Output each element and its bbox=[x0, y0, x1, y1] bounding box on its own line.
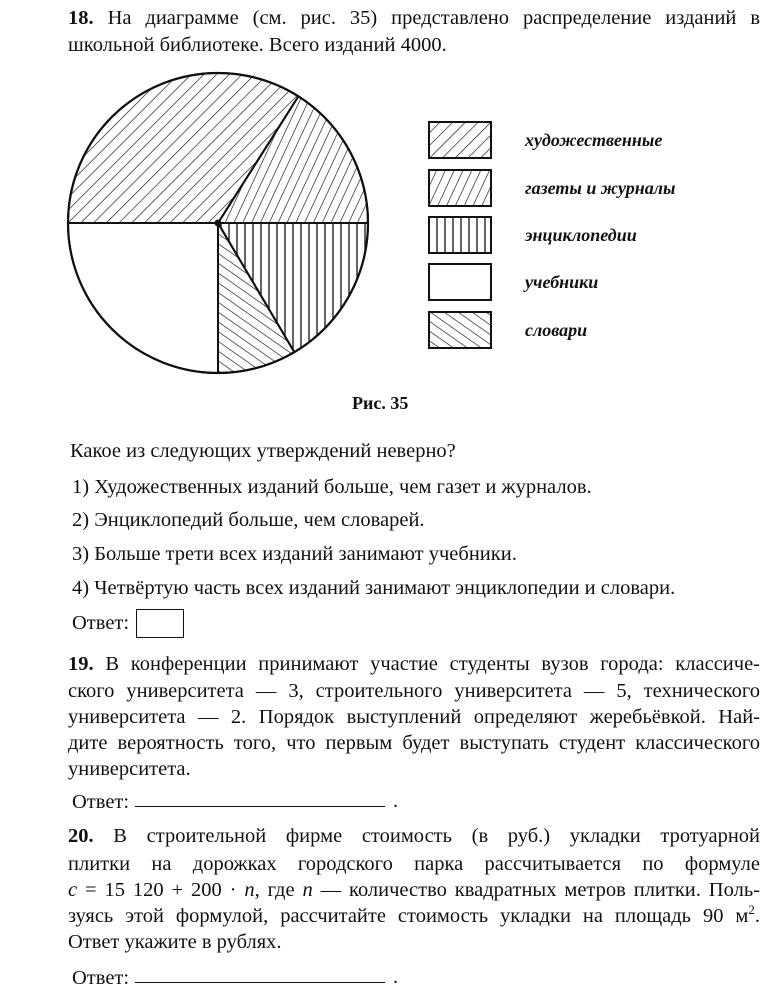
task18-line1 bbox=[68, 6, 760, 30]
legend-label: словари bbox=[525, 320, 588, 340]
option-2: 2) Энциклопедий больше, чем словарей. bbox=[72, 509, 425, 531]
formula-var-n: n bbox=[302, 879, 313, 901]
task19-line4: дите вероятность того, что первым будет выступать студент классического bbox=[68, 732, 760, 754]
pie-slice-5 bbox=[68, 223, 218, 373]
pie-chart bbox=[60, 65, 380, 385]
superscript: 2 bbox=[748, 902, 755, 918]
formula-text: — количество квадратных метров плитки. Поль- bbox=[312, 879, 760, 901]
task19-line3: университета — 2. Порядок выступлений определяют жеребьёвкой. Най- bbox=[68, 706, 760, 728]
answer-box-18[interactable] bbox=[136, 609, 184, 638]
formula-var-c: c bbox=[68, 879, 78, 901]
question-text: Какое из следующих утверждений неверно? bbox=[70, 440, 456, 462]
answer-label: Ответ: bbox=[72, 612, 130, 634]
task20-line2: плитки на дорожках городского парка рассчитывается по формуле bbox=[68, 853, 760, 875]
legend-label: газеты и журналы bbox=[525, 178, 676, 198]
option-3: 3) Больше трети всех изданий занимают учебники. bbox=[72, 543, 517, 565]
task-number: 18. bbox=[68, 7, 94, 29]
formula-text: = 15 120 + 200 · bbox=[77, 879, 245, 901]
task18-line2: школьной библиотеке. Всего изданий 4000. bbox=[68, 34, 447, 56]
task-number: 19. bbox=[68, 653, 94, 675]
task19-line1 bbox=[68, 652, 760, 676]
legend-swatch bbox=[428, 169, 492, 207]
task-text: . bbox=[754, 905, 760, 927]
legend-swatch bbox=[428, 311, 492, 349]
answer-line-19[interactable] bbox=[135, 806, 385, 807]
legend-label: художественные bbox=[525, 130, 663, 150]
option-4: 4) Четвёртую часть всех изданий занимают энциклопедии и словари. bbox=[72, 577, 676, 599]
task20-line4 bbox=[68, 904, 760, 928]
legend-swatch bbox=[428, 263, 492, 301]
task20-line3 bbox=[68, 878, 760, 902]
figure-caption: Рис. 35 bbox=[352, 393, 409, 413]
task-text: В строительной фирме стоимость (в руб.) укладки тротуарной bbox=[113, 825, 761, 847]
legend-swatch bbox=[428, 121, 492, 159]
task19-line5: университета. bbox=[68, 758, 191, 780]
task-text: В конференции принимают участие студенты вузов города: классиче- bbox=[105, 653, 760, 675]
answer-end: . bbox=[393, 966, 399, 988]
option-1: 1) Художественных изданий больше, чем газет и журналов. bbox=[72, 476, 592, 498]
formula-text: , где bbox=[254, 879, 303, 901]
legend-label: энциклопедии bbox=[525, 225, 637, 245]
task-text: зуясь этой формулой, рассчитайте стоимость укладки на площадь 90 м bbox=[68, 905, 749, 927]
formula-var-n: n bbox=[244, 879, 255, 901]
legend-label: учебники bbox=[525, 272, 599, 292]
answer-label: Ответ: bbox=[72, 791, 130, 813]
pie-center bbox=[215, 220, 222, 227]
task-number: 20. bbox=[68, 825, 94, 847]
task20-line1 bbox=[68, 824, 760, 848]
answer-end: . bbox=[393, 790, 399, 812]
answer-label: Ответ: bbox=[72, 967, 130, 989]
task19-line2: ского университета — 3, строительного университета — 5, технического bbox=[68, 680, 760, 702]
task20-line5: Ответ укажите в рублях. bbox=[68, 931, 282, 953]
legend-swatch bbox=[428, 216, 492, 254]
answer-line-20[interactable] bbox=[135, 982, 385, 983]
task-text: На диаграмме (см. рис. 35) представлено распределение изданий в bbox=[107, 7, 761, 29]
